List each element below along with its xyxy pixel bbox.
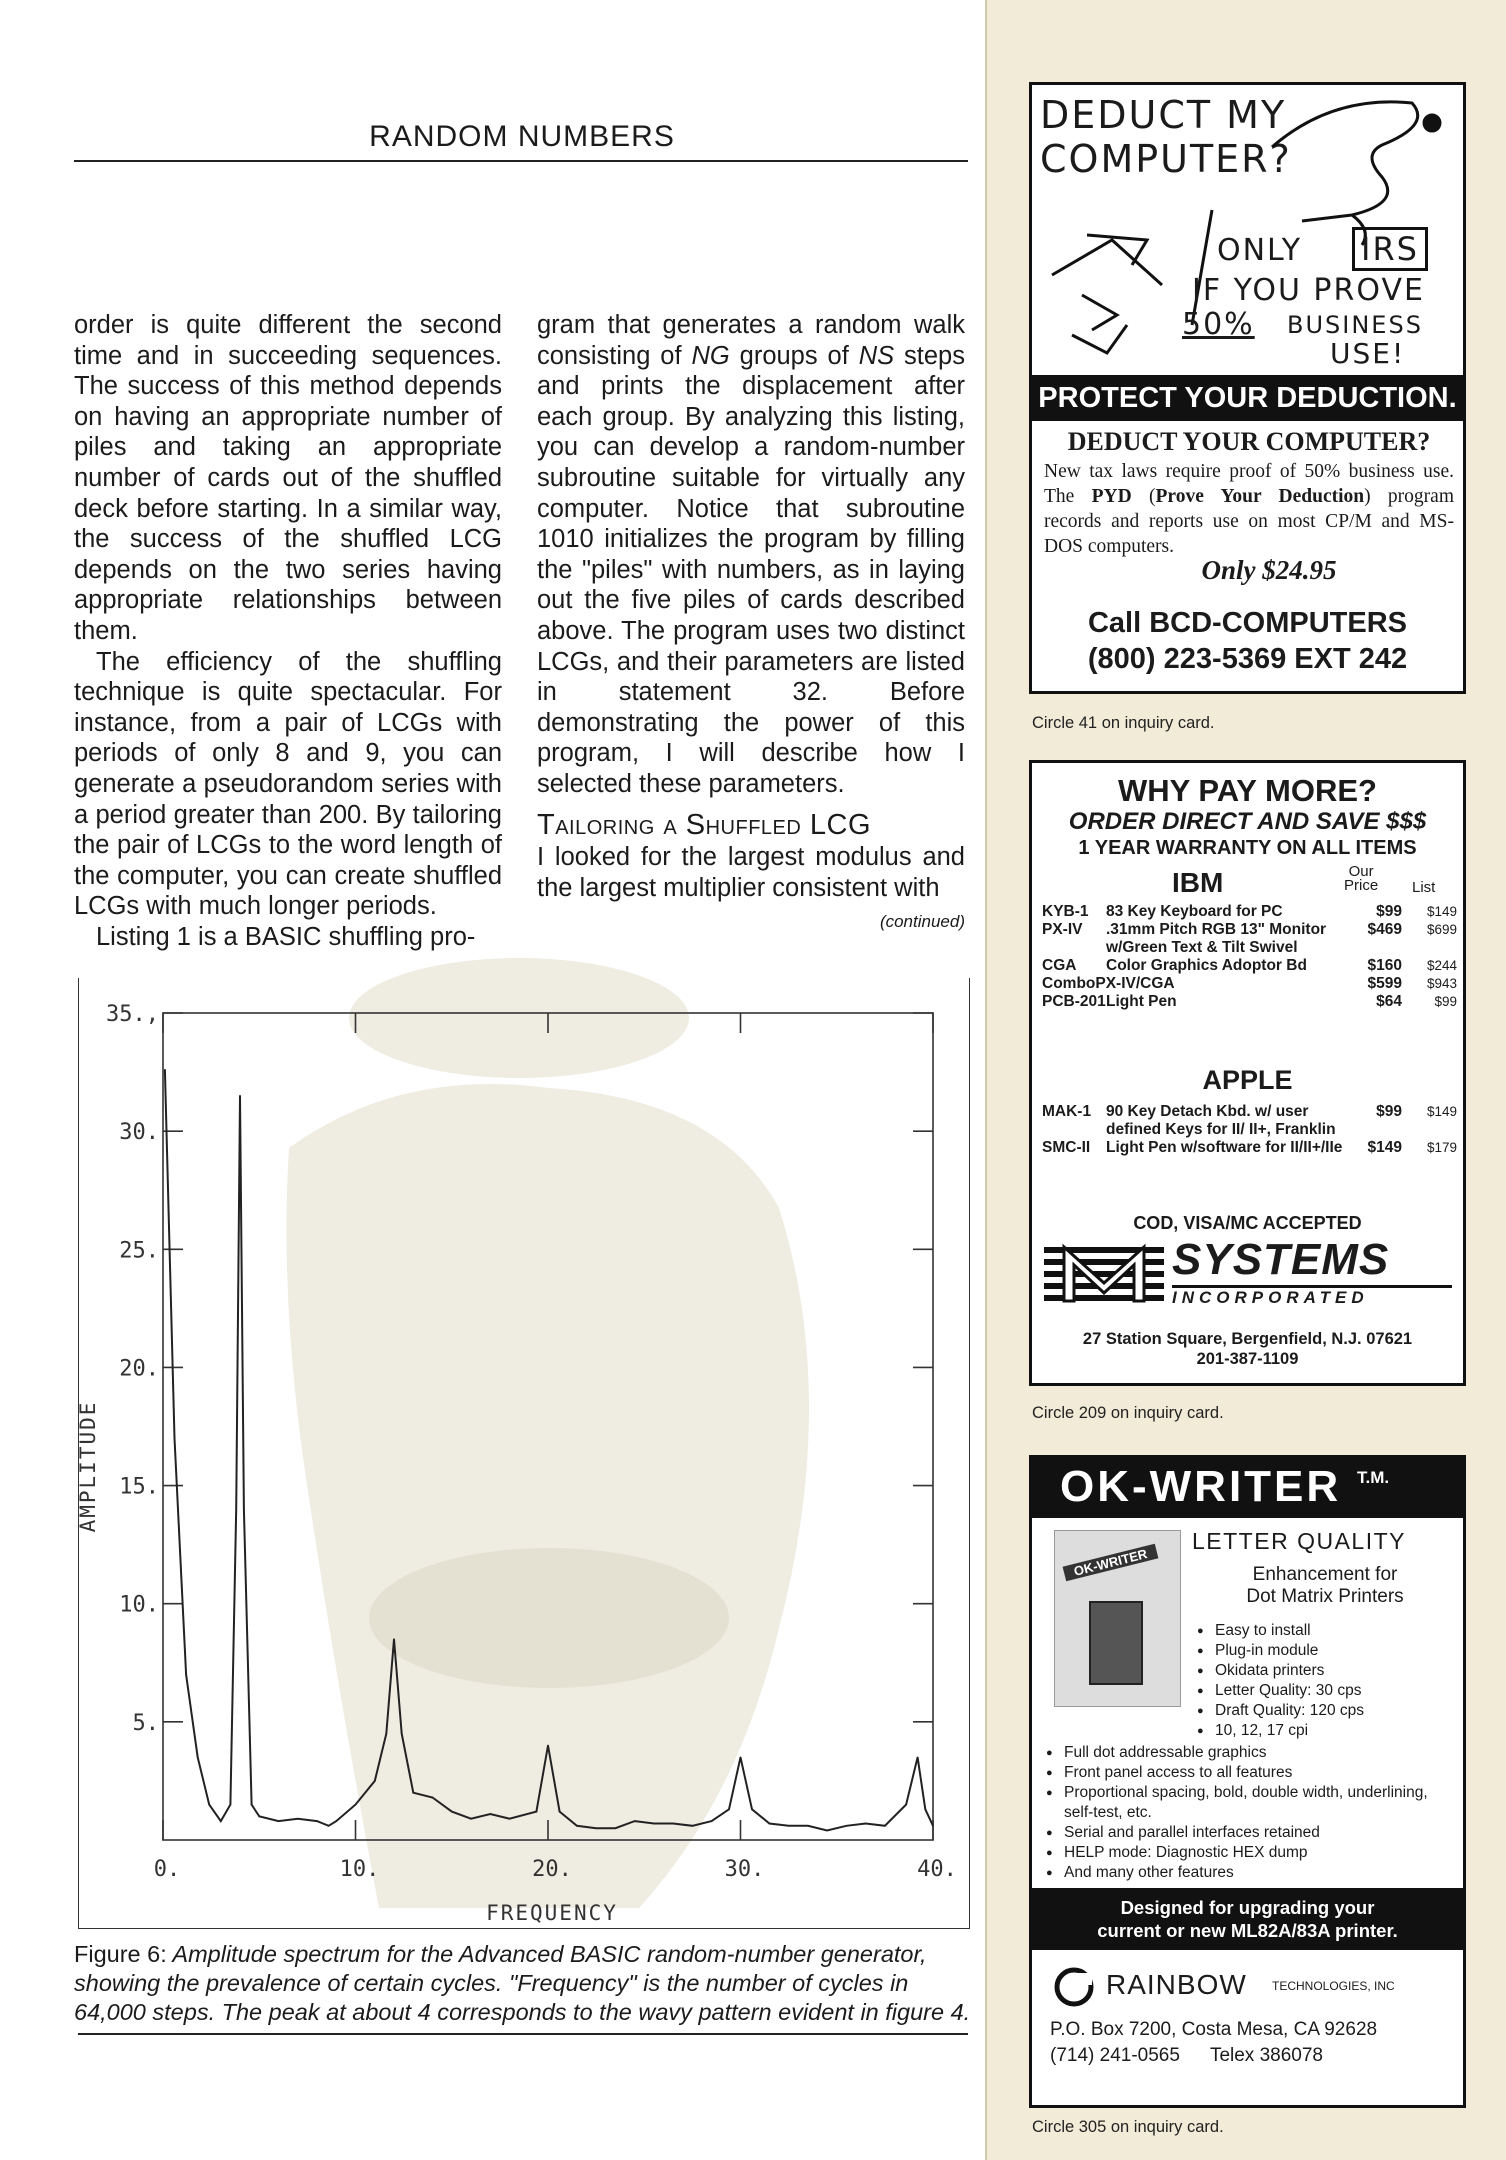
feature-list: [1046, 1743, 1446, 1883]
price-desc: .31mm Pitch RGB 13" Monitor w/Green Text & Tilt Swivel: [1106, 921, 1327, 956]
price-list: $244: [1426, 958, 1457, 973]
ad-call: Call BCD-COMPUTERS: [1087, 607, 1407, 639]
y-tick-label: 20.: [119, 1356, 159, 1382]
data-point: [401, 1733, 403, 1735]
background-photo: [287, 958, 810, 1908]
x-tick-label: 10.: [339, 1857, 380, 1882]
ad-subhead: 1 YEAR WARRANTY ON ALL ITEMS: [1078, 837, 1417, 859]
data-point: [884, 1825, 886, 1827]
y-tick-label: 25.: [119, 1238, 159, 1264]
feature-list: [1197, 1621, 1364, 1741]
data-point: [865, 1823, 867, 1825]
data-point: [653, 1823, 655, 1825]
ad-address: 27 Station Square, Bergenfield, N.J. 07621 201-387-1109: [1032, 1329, 1463, 1369]
trademark: T.M.: [1357, 1468, 1390, 1487]
data-point: [386, 1733, 388, 1735]
y-tick-label: 10.: [119, 1592, 159, 1618]
data-point: [740, 1757, 742, 1759]
company-name: RAINBOW: [1106, 1969, 1247, 2000]
product-photo: [1054, 1530, 1181, 1707]
data-point: [489, 1813, 491, 1815]
data-point: [728, 1808, 730, 1810]
telex: Telex 386078: [1209, 2045, 1323, 2066]
x-tick-label: 40.: [917, 1857, 957, 1882]
y-tick-label: 15.: [119, 1474, 159, 1500]
paragraph: The efficiency of the shuffling technique is quite spectacular. For instance, from a pair of LCGs with periods of only 8 and 9, you can generate a pseudorandom series with a period greater than 200. By tailoring the pair of LCGs to the word length of the computer, you can create shuffled LCGs with much longer periods.: [74, 647, 502, 921]
article-column-2: [537, 310, 965, 938]
data-point: [672, 1823, 674, 1825]
price-desc: 83 Key Keyboard for PC: [1106, 903, 1283, 920]
price-row: [1042, 903, 1457, 921]
data-point: [297, 1818, 299, 1820]
caption-label: Figure 6:: [74, 1941, 167, 1967]
okwriter-title-bar: [1032, 1458, 1463, 1518]
ad-phone[interactable]: (800) 223-5369 EXT 242: [1087, 643, 1408, 675]
data-point: [595, 1827, 597, 1829]
product-label: OK-WRITER: [1063, 1544, 1159, 1582]
data-point: [220, 1820, 222, 1822]
price-desc: Light Pen w/software for II/II+/IIe: [1106, 1139, 1343, 1156]
price-list: $99: [1434, 994, 1457, 1009]
price-our: $160: [1367, 957, 1402, 974]
price-list: $179: [1426, 1140, 1457, 1155]
price-row: [1042, 993, 1457, 1011]
figure-caption: [74, 1940, 974, 2027]
data-point: [412, 1792, 414, 1794]
ad-banner: PROTECT YOUR DEDUCTION.: [1032, 375, 1463, 421]
data-point: [470, 1818, 472, 1820]
data-point: [559, 1811, 561, 1813]
feature-item: ● And many other features: [1046, 1863, 1446, 1883]
price-list: $943: [1426, 976, 1457, 991]
price-list: $699: [1426, 922, 1457, 937]
data-point: [711, 1820, 713, 1822]
cartoon-panel: [1032, 85, 1463, 375]
ad-deduct-computer[interactable]: [1029, 82, 1466, 694]
column-header: Our Price: [1344, 863, 1379, 894]
systems-logo-icon: [1044, 1243, 1164, 1311]
price-row: [1042, 975, 1457, 993]
data-point: [846, 1825, 848, 1827]
rainbow-logo-icon: [1054, 1967, 1094, 2007]
ad-body: [1044, 427, 1454, 586]
column-header: List: [1412, 879, 1436, 896]
cartoon-text: USE!: [1330, 337, 1406, 370]
paragraph: gram that generates a random walk consisting of NG groups of NS steps and prints the displacement after each group. By analyzing this listing, you can develop a random-number subroutine suitable for virtually any computer. Notice that subroutine 1010 initializes the program by filling the "piles" with numbers, as in laying out the five piles of cards described above. The program uses two distinct LCGs, and their parameters are listed in statement 32. Before demonstrating the power of this program, I will describe how I selected these parameters.: [537, 311, 965, 798]
data-point: [576, 1825, 578, 1827]
cartoon-text: ONLY: [1217, 233, 1303, 268]
ad-headline: WHY PAY MORE?: [1118, 773, 1377, 808]
data-point: [615, 1827, 617, 1829]
price-sku: KYB-1: [1042, 903, 1089, 920]
data-point: [278, 1820, 280, 1822]
x-tick-label: 0.: [153, 1857, 181, 1882]
ibm-price-table: [1042, 903, 1457, 1011]
data-point: [355, 1804, 357, 1806]
inquiry-note: Circle 209 on inquiry card.: [1032, 1404, 1224, 1422]
y-tick-label: 30.: [119, 1120, 159, 1146]
data-point: [316, 1820, 318, 1822]
payment-note: COD, VISA/MC ACCEPTED: [1133, 1213, 1362, 1233]
brand-heading: IBM: [1172, 867, 1224, 898]
ok-subheadline: Enhancement for Dot Matrix Printers: [1246, 1564, 1404, 1607]
data-point: [692, 1825, 694, 1827]
figure-frame: [78, 978, 970, 1929]
price-our: $64: [1376, 993, 1402, 1010]
ad-phone[interactable]: 201-387-1109: [1196, 1350, 1299, 1368]
data-point: [230, 1804, 232, 1806]
price-our: $599: [1367, 975, 1402, 992]
price-sku: PX-IV: [1042, 921, 1083, 938]
continued-note: (continued): [879, 912, 965, 932]
data-point: [197, 1757, 199, 1759]
ad-headline: DEDUCT YOUR COMPUTER?: [1067, 427, 1431, 456]
ad-contact: [1032, 605, 1463, 677]
article-column-1: [74, 310, 502, 952]
price-sku: MAK-1: [1042, 1103, 1092, 1120]
data-point: [788, 1825, 790, 1827]
data-point: [451, 1811, 453, 1813]
data-point: [509, 1818, 511, 1820]
price-list: $149: [1426, 1104, 1457, 1119]
price-sku: SMC-II: [1042, 1139, 1091, 1156]
irs-badge: IRS: [1352, 227, 1428, 271]
data-point: [547, 1745, 549, 1747]
price-our: $99: [1376, 903, 1402, 920]
cartoon-text: IF YOU PROVE: [1192, 273, 1425, 308]
data-point: [235, 1508, 237, 1510]
feature-item: ● Easy to install: [1197, 1621, 1364, 1641]
feature-item: ● Serial and parallel interfaces retained: [1046, 1823, 1446, 1843]
cartoon-text: DEDUCT MY: [1040, 93, 1287, 137]
feature-item: ● Draft Quality: 120 cps: [1197, 1701, 1364, 1721]
data-point: [251, 1804, 253, 1806]
data-point: [393, 1638, 395, 1640]
x-axis-label: FREQUENCY: [486, 1901, 618, 1925]
ad-okwriter[interactable]: [1029, 1455, 1466, 1991]
data-point: [208, 1804, 210, 1806]
cartoon-text: COMPUTER?: [1040, 137, 1292, 181]
data-point: [164, 1069, 166, 1071]
price-sku: CGA: [1042, 957, 1077, 974]
data-point: [769, 1823, 771, 1825]
cartoon-text: BUSINESS: [1287, 311, 1423, 339]
paragraph: Listing 1 is a BASIC shuffling pro-: [96, 922, 476, 951]
data-point: [185, 1674, 187, 1676]
x-tick-label: 20.: [532, 1857, 572, 1882]
data-point: [917, 1757, 919, 1759]
data-point: [328, 1825, 330, 1827]
price-row: [1042, 957, 1457, 975]
data-point: [751, 1808, 753, 1810]
ok-headline: LETTER QUALITY: [1192, 1528, 1406, 1554]
running-head: RANDOM NUMBERS: [369, 120, 675, 153]
data-point: [432, 1797, 434, 1799]
data-point: [905, 1804, 907, 1806]
data-point: [374, 1780, 376, 1782]
ad-okwriter-footer: [1029, 1955, 1466, 2108]
ad-phone[interactable]: (714) 241-0565: [1050, 2045, 1180, 2066]
y-tick-label: 5.: [132, 1710, 159, 1736]
price-row: [1042, 921, 1457, 957]
data-point: [932, 1825, 934, 1827]
paragraph: order is quite different the second time and in succeeding sequences. The success of this method depends on having an appropriate number of piles and taking an appropriate number of cards out of the shuffled deck before starting. In a similar way, the success of the shuffled LCG depends on the two series having appropriate relationships between them.: [74, 311, 502, 645]
price-desc: Light Pen: [1106, 993, 1177, 1010]
y-axis-label: AMPLITUDE: [76, 1400, 100, 1533]
ad-subhead: ORDER DIRECT AND SAVE $$$: [1068, 808, 1427, 835]
y-tick-label: 35.,: [106, 1002, 159, 1027]
header-rule: [74, 160, 968, 162]
data-point: [925, 1808, 927, 1810]
data-point: [634, 1820, 636, 1822]
ad-address: P.O. Box 7200, Costa Mesa, CA 92628 (714) 241-0565 Telex 386078: [1050, 2019, 1378, 2066]
feature-item: ● Full dot addressable graphics: [1046, 1743, 1446, 1763]
inquiry-note: Circle 305 on inquiry card.: [1032, 2118, 1224, 2136]
company-sub: TECHNOLOGIES, INC: [1272, 1979, 1395, 1993]
inquiry-note: Circle 41 on inquiry card.: [1032, 714, 1215, 732]
ok-banner: Designed for upgrading your current or new ML82A/83A printer.: [1032, 1888, 1463, 1950]
paragraph: I looked for the largest modulus and the largest multiplier consistent with: [537, 843, 965, 902]
data-point: [174, 1438, 176, 1440]
ad-price: Only $24.95: [1201, 555, 1337, 585]
price-our: $149: [1367, 1139, 1402, 1156]
brand-heading: APPLE: [1202, 1065, 1293, 1095]
caption-text: Amplitude spectrum for the Advanced BASIC random-number generator, showing the prevalence of certain cycles. "Frequency" is the number of cycles in 64,000 steps. The peak at about 4 corresponds to the wavy pattern evident in figure 4.: [74, 1941, 971, 2025]
section-heading: Tailoring a Shuffled LCG: [537, 808, 871, 841]
amplitude-chart: [76, 978, 969, 1928]
ad-systems[interactable]: [1029, 760, 1466, 1386]
feature-item: ● Plug-in module: [1197, 1641, 1364, 1661]
data-point: [807, 1825, 809, 1827]
ad-sidebar: [987, 0, 1506, 2160]
cartoon-text: 50%: [1182, 307, 1255, 342]
data-point: [335, 1820, 337, 1822]
price-row: [1042, 1139, 1457, 1157]
ibm-heading-row: [1032, 861, 1463, 905]
feature-item: ● Front panel access to all features: [1046, 1763, 1446, 1783]
feature-item: ● 10, 12, 17 cpi: [1197, 1721, 1364, 1741]
data-point: [826, 1830, 828, 1832]
price-desc: 90 Key Detach Kbd. w/ user defined Keys for II/ II+, Franklin: [1106, 1103, 1336, 1138]
feature-item: ● Proportional spacing, bold, double width, underlining, self-test, etc.: [1046, 1783, 1446, 1823]
data-point: [239, 1095, 241, 1097]
feature-item: ● HELP mode: Diagnostic HEX dump: [1046, 1843, 1446, 1863]
price-list: $149: [1426, 904, 1457, 919]
feature-item: ● Letter Quality: 30 cps: [1197, 1681, 1364, 1701]
price-sku: PCB-201: [1042, 993, 1106, 1010]
data-point: [536, 1811, 538, 1813]
okwriter-title: OK-WRITER: [1060, 1462, 1342, 1511]
systems-brand-sub: INCORPORATED: [1172, 1285, 1452, 1308]
price-our: $99: [1376, 1103, 1402, 1120]
data-point: [258, 1816, 260, 1818]
ad-copy: New tax laws require proof of 50% business use. The PYD (Prove Your Deduction) program records and reports use on most CP/M and MS-DOS computers.: [1044, 461, 1454, 557]
data-point: [243, 1508, 245, 1510]
module-chip-icon: [1089, 1601, 1143, 1685]
x-tick-label: 30.: [724, 1857, 765, 1882]
apple-price-table: [1042, 1103, 1457, 1157]
systems-brand: SYSTEMS: [1172, 1235, 1390, 1284]
price-row: [1042, 1103, 1457, 1139]
price-our: $469: [1367, 921, 1402, 938]
price-desc: Color Graphics Adoptor Bd: [1106, 957, 1307, 974]
feature-item: ● Okidata printers: [1197, 1661, 1364, 1681]
price-sku: ComboPX-IV/CGA: [1042, 975, 1175, 992]
bottom-rule: [78, 2033, 968, 2035]
